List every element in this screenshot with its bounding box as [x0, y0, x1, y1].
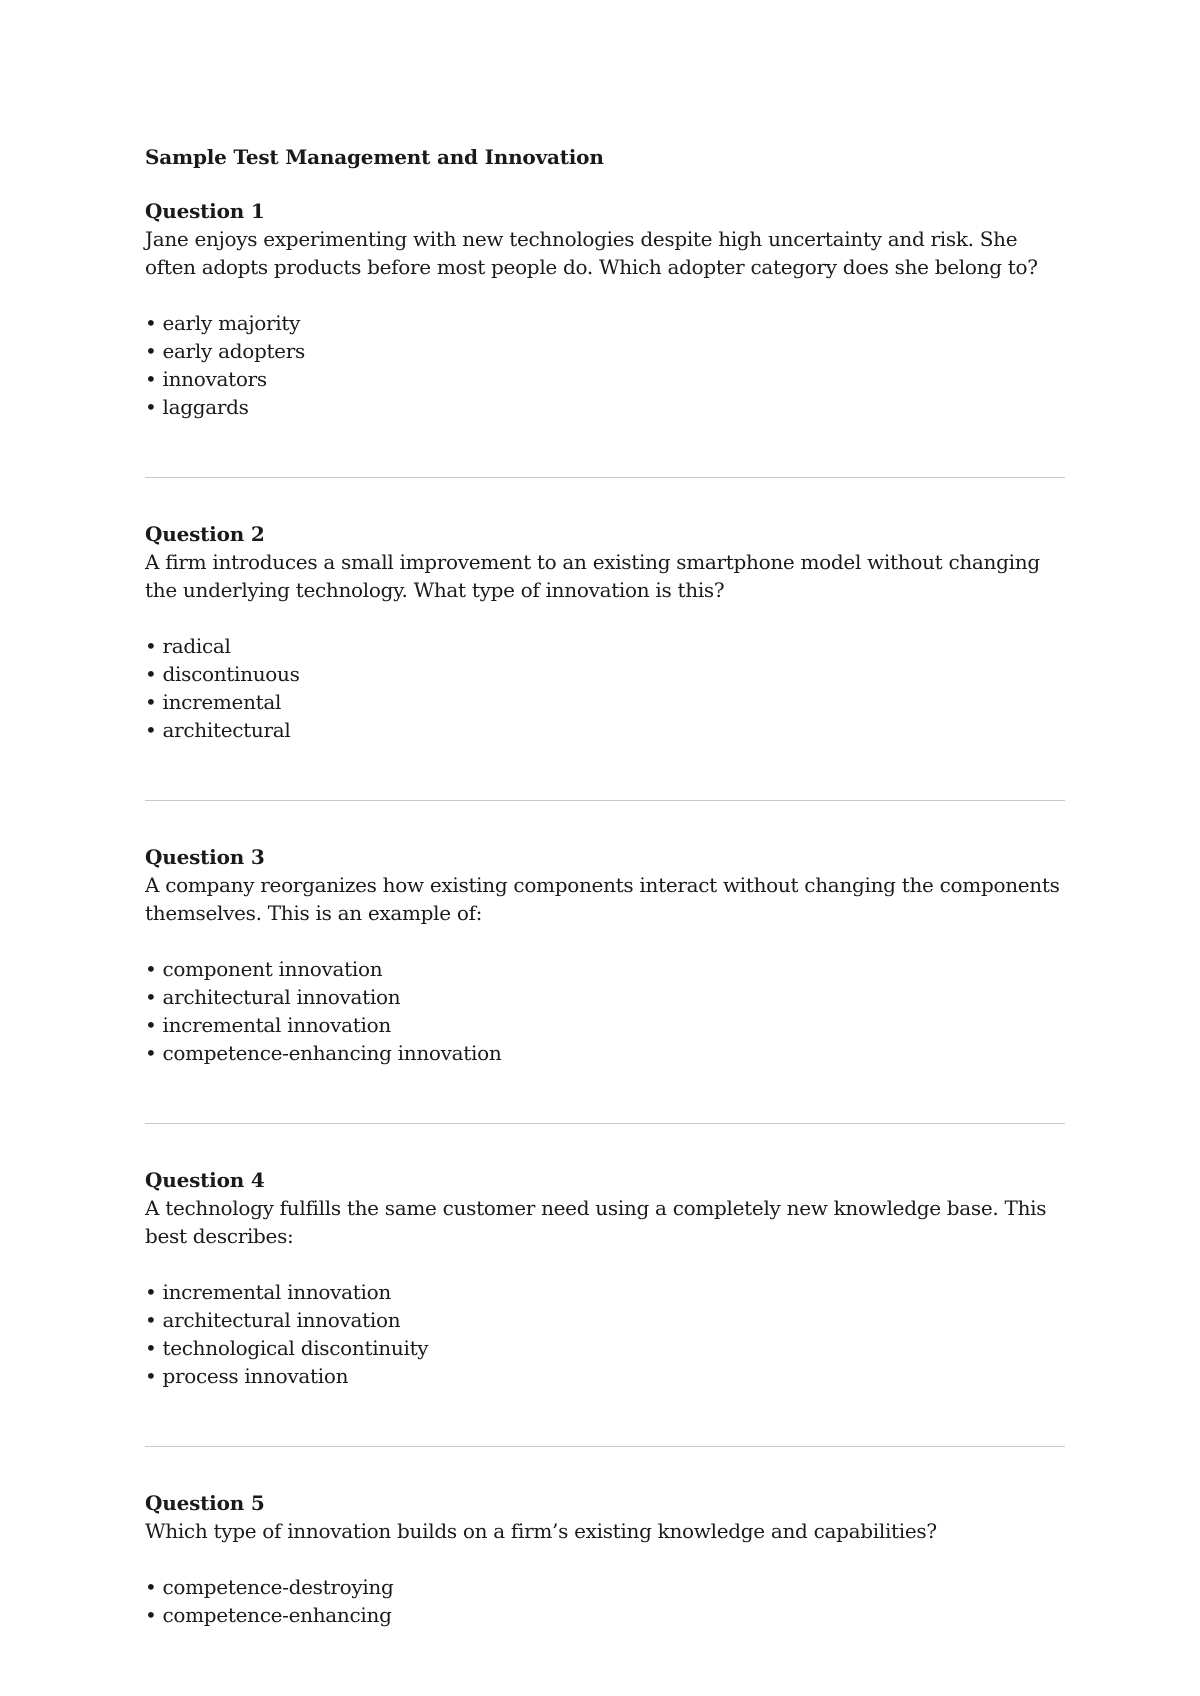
question-heading: Question 4 [145, 1168, 265, 1192]
question-heading: Question 1 [145, 199, 265, 223]
answer-option: • incremental innovation [145, 1278, 1065, 1306]
answer-option: • laggards [145, 393, 1065, 421]
section-divider [145, 1446, 1065, 1447]
question-text: Jane enjoys experimenting with new technologies despite high uncertainty and risk. She often adopts products before most people do. Which adopter category does she belong to? [145, 227, 1038, 279]
answer-option: • process innovation [145, 1362, 1065, 1390]
question-heading: Question 2 [145, 522, 265, 546]
question-5 [145, 1489, 1065, 1629]
answer-option: • discontinuous [145, 660, 1065, 688]
section-divider [145, 477, 1065, 478]
question-text: A firm introduces a small improvement to an existing smartphone model without changing the underlying technology. What type of innovation is this? [145, 550, 1040, 602]
answer-option: • early majority [145, 309, 1065, 337]
question-heading: Question 3 [145, 845, 265, 869]
answer-option: • competence-destroying [145, 1573, 1065, 1601]
answer-options [145, 955, 1065, 1067]
answer-option: • radical [145, 632, 1065, 660]
question-2 [145, 520, 1065, 744]
answer-option: • technological discontinuity [145, 1334, 1065, 1362]
answer-options [145, 309, 1065, 421]
question-text: Which type of innovation builds on a firm’s existing knowledge and capabilities? [145, 1519, 937, 1543]
question-1 [145, 197, 1065, 421]
answer-options [145, 1573, 1065, 1629]
answer-options [145, 632, 1065, 744]
question-heading: Question 5 [145, 1491, 265, 1515]
answer-option: • architectural innovation [145, 1306, 1065, 1334]
answer-option: • competence-enhancing [145, 1601, 1065, 1629]
answer-options [145, 1278, 1065, 1390]
section-divider [145, 1123, 1065, 1124]
answer-option: • architectural [145, 716, 1065, 744]
answer-option: • component innovation [145, 955, 1065, 983]
answer-option: • early adopters [145, 337, 1065, 365]
document-title: Sample Test Management and Innovation [145, 145, 604, 169]
answer-option: • incremental innovation [145, 1011, 1065, 1039]
question-4 [145, 1166, 1065, 1390]
section-divider [145, 800, 1065, 801]
answer-option: • innovators [145, 365, 1065, 393]
question-3 [145, 843, 1065, 1067]
document-page [145, 143, 1065, 1629]
answer-option: • incremental [145, 688, 1065, 716]
question-text: A technology fulfills the same customer need using a completely new knowledge base. This best describes: [145, 1196, 1047, 1248]
answer-option: • architectural innovation [145, 983, 1065, 1011]
answer-option: • competence-enhancing innovation [145, 1039, 1065, 1067]
question-text: A company reorganizes how existing components interact without changing the components themselves. This is an example of: [145, 873, 1060, 925]
